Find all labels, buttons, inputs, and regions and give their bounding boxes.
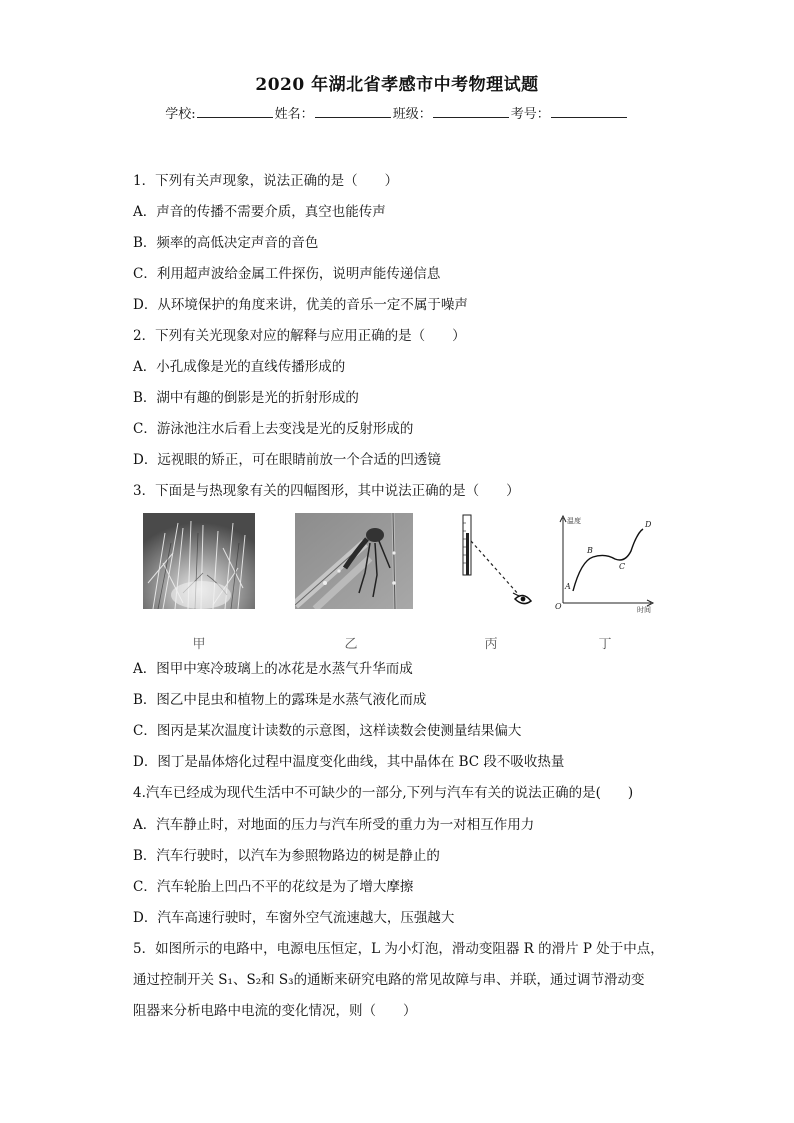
q3-option-a: A．图甲中寒冷玻璃上的冰花是水蒸气升华而成 [133,661,413,677]
exam-no-blank[interactable] [551,106,627,118]
graph-origin: O [555,602,562,611]
eye-icon [513,593,531,604]
figure-label-ding: 丁 [598,637,612,652]
frost-photo [143,513,255,609]
q4-option-d: D．汽车高速行驶时，车窗外空气流速越大，压强越大 [133,910,455,926]
school-blank[interactable] [197,106,273,118]
q1-option-a: A．声音的传播不需要介质，真空也能传声 [133,204,386,220]
name-label: 姓名： [274,107,314,122]
q4-option-c: C．汽车轮胎上凹凸不平的花纹是为了增大摩擦 [133,879,414,895]
q4-stem: 4.汽车已经成为现代生活中不可缺少的一部分,下列与汽车有关的说法正确的是( ) [133,785,634,801]
student-info-row [0,103,794,122]
q2-stem: 2．下列有关光现象对应的解释与应用正确的是（ ） [133,328,466,344]
q3-figures [133,513,693,652]
name-blank[interactable] [315,106,391,118]
graph-point-d: D [645,520,652,529]
q4-option-b: B．汽车行驶时，以汽车为参照物路边的树是静止的 [133,848,440,864]
q3-stem: 3．下面是与热现象有关的四幅图形，其中说法正确的是（ ） [133,483,520,499]
graph-x-label: 时间 [637,606,651,613]
q1-option-d: D．从环境保护的角度来讲，优美的音乐一定不属于噪声 [133,297,468,313]
q2-option-d: D．远视眼的矫正，可在眼睛前放一个合适的凹透镜 [133,452,441,468]
q4-option-a: A．汽车静止时，对地面的压力与汽车所受的重力为一对相互作用力 [133,817,535,833]
q3-option-b: B．图乙中昆虫和植物上的露珠是水蒸气液化而成 [133,692,427,708]
q5-line-3: 阻器来分析电路中电流的变化情况，则（ ） [133,1003,417,1019]
figure-label-yi: 乙 [344,637,358,652]
q2-option-a: A．小孔成像是光的直线传播形成的 [133,359,346,375]
school-label: 学校: [165,107,196,122]
figure-label-jia: 甲 [192,637,206,652]
graph-y-label: 温度 [567,517,581,525]
q1-stem: 1．下列有关声现象，说法正确的是（ ） [133,173,399,189]
melting-curve-graph [553,513,663,613]
q3-option-d: D．图丁是晶体熔化过程中温度变化曲线，其中晶体在 BC 段不吸收热量 [133,754,565,770]
graph-point-b: B [587,546,593,555]
class-blank[interactable] [433,106,509,118]
q1-option-c: C．利用超声波给金属工件探伤，说明声能传递信息 [133,266,441,282]
thermometer-diagram [453,513,543,623]
q5-line-1: 5．如图所示的电路中，电源电压恒定，L 为小灯泡，滑动变阻器 R 的滑片 P 处于中点， [133,941,664,957]
page-title: 2020 年湖北省孝感市中考物理试题 [255,75,539,95]
graph-point-a: A [565,582,571,591]
q5-line-2: 通过控制开关 S₁、S₂和 S₃的通断来研究电路的常见故障与串、并联，通过调节滑动变 [133,972,645,988]
q2-option-b: B．湖中有趣的倒影是光的折射形成的 [133,390,359,406]
exam-no-label: 考号： [510,107,550,122]
q1-option-b: B．频率的高低决定声音的音色 [133,235,319,251]
q2-option-c: C．游泳池注水后看上去变浅是光的反射形成的 [133,421,414,437]
figure-label-bing: 丙 [484,637,498,652]
class-label: 班级： [392,107,432,122]
dragonfly-photo [295,513,413,609]
graph-point-c: C [619,562,626,571]
q3-option-c: C．图丙是某次温度计读数的示意图，这样读数会使测量结果偏大 [133,723,522,739]
